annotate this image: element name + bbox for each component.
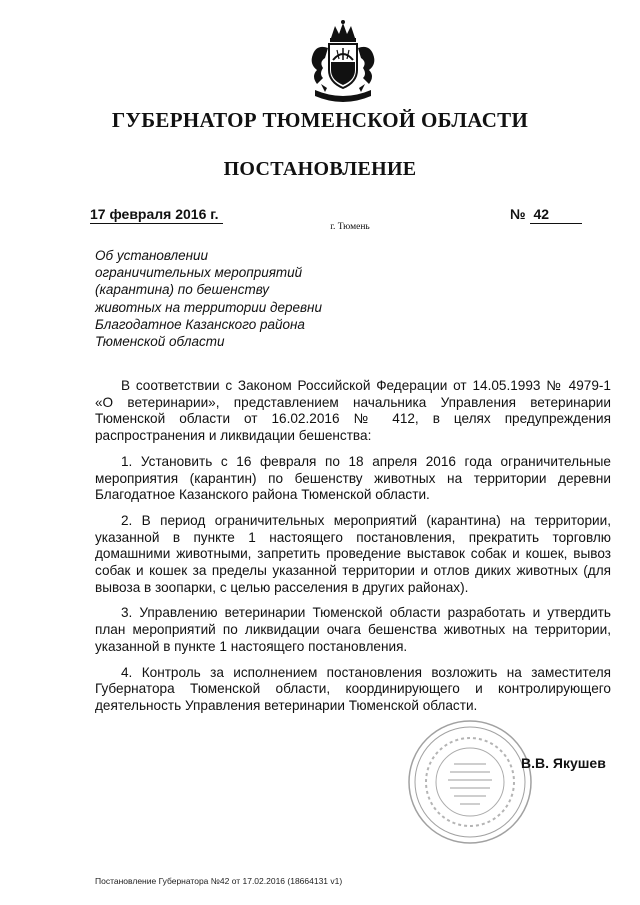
number-value: 42	[530, 206, 582, 224]
preamble-paragraph: В соответствии с Законом Российской Федерации от 14.05.1993 № 4979-1 «О ветеринарии», представлением начальника Управления ветеринарии Тюменской области от 16.02.2016 № 412, в целях предупреждения распространения и ликвидации бешенства:	[95, 378, 611, 444]
subject-line: животных на территории деревни	[95, 299, 322, 315]
document-footer: Постановление Губернатора №42 от 17.02.2016 (18664131 v1)	[95, 876, 343, 886]
subject-line: Тюменской области	[95, 334, 225, 350]
document-date: 17 февраля 2016 г.	[90, 206, 223, 224]
subject-line: Благодатное Казанского района	[95, 316, 305, 332]
clause-paragraph: 2. В период ограничительных мероприятий (карантина) на территории, указанной в пункте 1 настоящего постановления, прекратить торговлю домашними животными, запретить проведение выставок собак и кошек, вывоз собак и кошек за пределы указанной территории и отлов диких животных (для вывоза в зоопарки, с целью расселения в других районах).	[95, 512, 611, 595]
clause-paragraph: 4. Контроль за исполнением постановления возложить на заместителя Губернатора Тюменской области, координирующего и контролирующего деятельность Управления ветеринарии Тюменской области.	[95, 664, 611, 713]
official-seal-icon	[406, 718, 534, 846]
document-type-heading: ПОСТАНОВЛЕНИЕ	[223, 158, 417, 180]
subject-line: Об установлении	[95, 248, 209, 263]
subject-line: ограничительных мероприятий	[95, 265, 303, 281]
clause-paragraph: 1. Установить с 16 февраля по 18 апреля 2016 года ограничительные мероприятия (карантин) по бешенству животных на территории деревни Благодатное Казанского района Тюменской области.	[95, 453, 611, 503]
authority-title: ГУБЕРНАТОР ТЮМЕНСКОЙ ОБЛАСТИ	[111, 108, 529, 132]
subject-line: (карантина) по бешенству	[95, 282, 270, 298]
signatory-name: В.В. Якушев	[521, 755, 606, 771]
coat-of-arms-icon	[295, 18, 391, 110]
clause-paragraph: 3. Управлению ветеринарии Тюменской области разработать и утвердить план мероприятий по ликвидации очага бешенства животных на территории, указанной в пункте 1 настоящего постановления.	[95, 605, 611, 654]
document-subject	[95, 247, 395, 350]
number-prefix: №	[510, 206, 526, 222]
document-body	[95, 378, 611, 724]
issuing-city: г. Тюмень	[330, 222, 370, 232]
